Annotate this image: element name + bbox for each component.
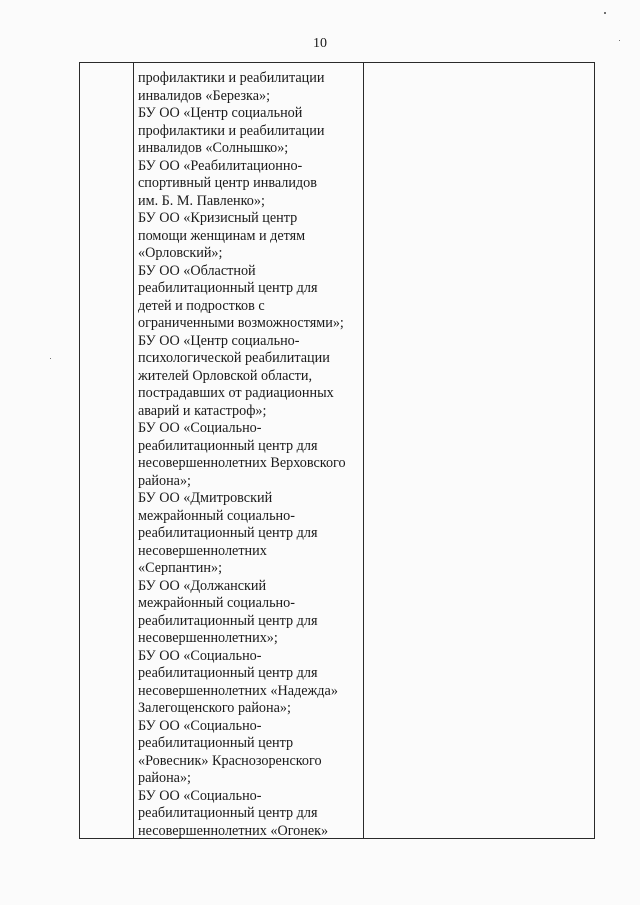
text-line: инвалидов «Березка»;: [138, 87, 271, 104]
text-line: реабилитационный центр для: [138, 805, 318, 821]
text-line: профилактики и реабилитации: [138, 122, 325, 139]
text-line: реабилитационный центр для: [138, 665, 318, 681]
text-line: БУ ОО «Социально-: [138, 647, 262, 664]
scan-speck: [50, 358, 51, 359]
text-line: БУ ОО «Социально-: [138, 787, 262, 804]
text-line: им. Б. М. Павленко»;: [138, 192, 265, 209]
text-line: БУ ОО «Социально-: [138, 717, 262, 734]
column-divider-1: [133, 63, 134, 838]
text-line: межрайонный социально-: [138, 507, 295, 524]
text-line: «Орловский»;: [138, 245, 223, 261]
text-line: БУ ОО «Социально-: [138, 420, 262, 436]
institutions-list-cell: [138, 70, 370, 840]
text-line: БУ ОО «Должанский: [138, 577, 267, 594]
text-line: межрайонный социально-: [138, 595, 295, 611]
text-line: реабилитационный центр: [138, 735, 294, 751]
text-line: аварий и катастроф»;: [138, 402, 267, 419]
text-line: несовершеннолетних»;: [138, 630, 278, 646]
text-line: реабилитационный центр для: [138, 612, 318, 629]
text-line: пострадавших от радиационных: [138, 385, 334, 401]
text-line: района»;: [138, 770, 192, 786]
scan-speck: [604, 12, 606, 14]
text-line: района»;: [138, 472, 192, 489]
text-line: БУ ОО «Дмитровский: [138, 490, 273, 506]
text-line: спортивный центр инвалидов: [138, 175, 317, 191]
page-number: 10: [313, 36, 327, 51]
text-line: реабилитационный центр для: [138, 437, 318, 454]
scan-speck: [619, 40, 620, 41]
text-line: ограниченными возможностями»;: [138, 315, 344, 331]
text-line: БУ ОО «Центр социально-: [138, 332, 300, 349]
text-line: детей и подростков с: [138, 297, 265, 314]
text-line: несовершеннолетних: [138, 542, 267, 559]
document-table: [79, 62, 595, 839]
text-line: БУ ОО «Центр социальной: [138, 105, 303, 121]
text-line: «Ровесник» Краснозоренского: [138, 752, 322, 769]
text-line: Залегощенского района»;: [138, 700, 291, 716]
text-line: «Серпантин»;: [138, 560, 223, 576]
text-line: психологической реабилитации: [138, 350, 330, 366]
text-line: инвалидов «Солнышко»;: [138, 140, 289, 156]
text-line: несовершеннолетних «Надежда»: [138, 682, 338, 699]
text-line: жителей Орловской области,: [138, 367, 313, 384]
text-line: помощи женщинам и детям: [138, 227, 306, 244]
text-line: БУ ОО «Реабилитационно-: [138, 157, 303, 174]
text-line: реабилитационный центр для: [138, 280, 318, 296]
text-line: БУ ОО «Областной: [138, 262, 256, 279]
text-line: несовершеннолетних Верховского: [138, 455, 346, 471]
text-line: БУ ОО «Кризисный центр: [138, 210, 298, 226]
text-line: несовершеннолетних «Огонек»: [138, 822, 329, 839]
text-line: профилактики и реабилитации: [138, 70, 325, 86]
text-line: реабилитационный центр для: [138, 525, 318, 541]
